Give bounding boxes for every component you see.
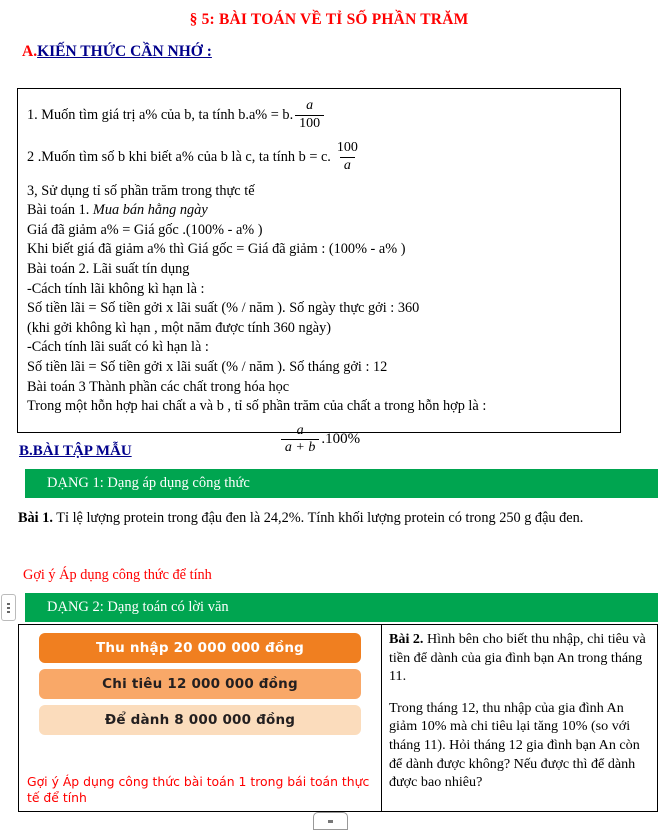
exercise-1-label: Bài 1. — [18, 510, 53, 526]
budget-bars — [27, 631, 373, 735]
exercise-2-text-cell — [382, 625, 657, 811]
page-title: § 5: BÀI TOÁN VỀ TỈ SỐ PHẦN TRĂM — [189, 11, 469, 28]
bai-toan-1-label: Bài toán 1. — [27, 202, 93, 219]
budget-chart-cell — [19, 625, 382, 811]
knowledge-rule-1 — [27, 99, 612, 131]
knowledge-line-3: 3, Sử dụng tỉ số phần trăm trong thực tế — [27, 182, 255, 199]
bai-toan-1-title: Mua bán hằng ngày — [92, 202, 208, 219]
bar-spending: Chi tiêu 12 000 000 đồng — [39, 669, 361, 699]
rule-1-denominator: 100 — [295, 115, 324, 132]
mixture-numerator: a — [296, 422, 304, 438]
rule-1-numerator: a — [306, 98, 314, 113]
rule-1-text: 1. Muốn tìm giá trị a% của b, ta tính b.a% = b. — [27, 106, 294, 123]
knowledge-line-7: Bài toán 2. Lãi suất tín dụng — [27, 261, 190, 278]
knowledge-line-5: Giá đã giảm a% = Giá gốc .(100% - a% ) — [27, 221, 263, 238]
exercise-1-text: Tỉ lệ lượng protein trong đậu đen là 24,2%. Tính khối lượng protein có trong 250 g đậu đen. — [52, 510, 584, 526]
footer-nub-icon — [328, 820, 333, 823]
banner-dang-2: DẠNG 2: Dạng toán có lời văn — [25, 593, 658, 622]
knowledge-line-14: Trong một hỗn hợp hai chất a và b , tỉ số phần trăm của chất a trong hỗn hợp là : — [27, 398, 487, 415]
exercise-2-text-1: Hình bên cho biết thu nhập, chi tiêu và tiền để dành của gia đình bạn An trong tháng 11. — [389, 631, 646, 685]
knowledge-line-11: -Cách tính lãi suất có kì hạn là : — [27, 339, 209, 356]
hint-exercise-1: Gợi ý Áp dụng công thức để tính — [23, 567, 212, 583]
knowledge-line-10: (khi gởi không kì hạn , một năm được tính 360 ngày) — [27, 319, 332, 336]
footer-tab-widget[interactable] — [313, 812, 348, 830]
rule-2-fraction — [333, 141, 362, 173]
rule-2-denominator: a — [340, 157, 355, 174]
rule-1-fraction — [295, 99, 324, 131]
grip-dots-icon — [7, 603, 10, 613]
exercise-2-paragraph-2: Trong tháng 12, thu nhập của gia đình An giảm 10% mà chi tiêu lại tăng 10% (so với tháng 11). Hỏi tháng 12 gia đình bạn An còn để dành được không? Nếu được thì để dành được bao nhiêu? — [389, 699, 640, 791]
knowledge-line-6: Khi biết giá đã giảm a% thì Giá gốc = Giá đã giảm : (100% - a% ) — [27, 241, 406, 258]
rule-2-text: 2 .Muốn tìm số b khi biết a% của b là c, ta tính b = c. — [27, 149, 331, 166]
knowledge-line-4 — [27, 201, 612, 220]
knowledge-line-8: -Cách tính lãi không kì hạn là : — [27, 280, 205, 297]
knowledge-line-13: Bài toán 3 Thành phần các chất trong hóa học — [27, 378, 290, 395]
exercise-2-paragraph-1 — [389, 630, 651, 686]
section-a-heading — [22, 43, 658, 61]
rule-2-numerator: 100 — [336, 140, 358, 156]
mixture-fraction — [281, 424, 319, 456]
mixture-denominator: a + b — [281, 439, 319, 456]
hint-exercise-2: Gợi ý Áp dụng công thức bài toán 1 trong bái toán thực tế để tính — [27, 773, 370, 806]
exercise-2-table — [18, 624, 658, 812]
paragraph-spacer — [389, 686, 651, 699]
banner-dang-1: DẠNG 1: Dạng áp dụng công thức — [25, 469, 658, 498]
section-b-heading: B.BÀI TẬP MẪU — [19, 443, 132, 459]
knowledge-line-12: Số tiền lãi = Số tiền gởi x lãi suất (% / năm ). Số tháng gởi : 12 — [27, 358, 388, 375]
section-a-heading-text: KIẾN THỨC CẦN NHỚ : — [37, 43, 212, 60]
exercise-2-label: Bài 2. — [389, 631, 424, 647]
exercise-1-paragraph — [18, 508, 650, 528]
bar-income: Thu nhập 20 000 000 đồng — [39, 633, 361, 663]
knowledge-rule-2 — [27, 141, 612, 173]
section-a-letter: A. — [22, 43, 38, 60]
knowledge-line-9: Số tiền lãi = Số tiền gởi x lãi suất (% / năm ). Số ngày thực gởi : 360 — [27, 300, 420, 317]
mixture-suffix: .100% — [321, 431, 361, 448]
bar-savings: Để dành 8 000 000 đồng — [39, 705, 361, 735]
drag-handle-widget[interactable] — [1, 594, 16, 621]
